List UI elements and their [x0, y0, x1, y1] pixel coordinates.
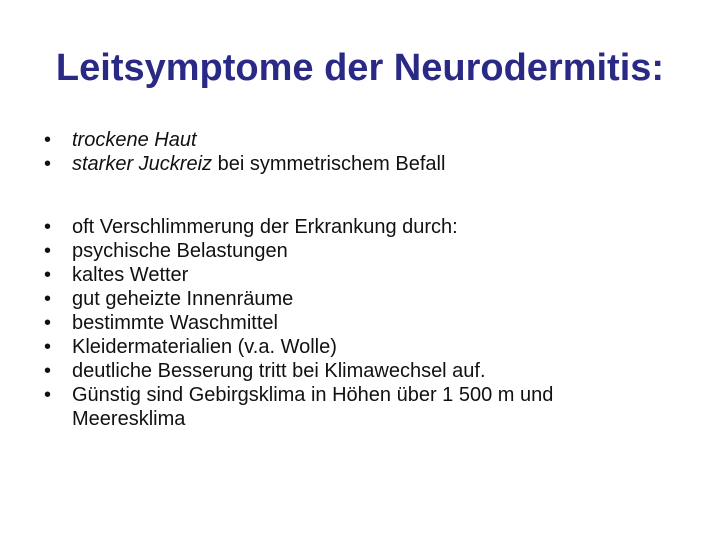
bullet-icon: • — [44, 336, 52, 358]
list-item-text: bestimmte Waschmittel — [72, 312, 278, 334]
list-item-text: psychische Belastungen — [72, 240, 288, 262]
list-item — [0, 128, 672, 152]
list-item — [0, 311, 672, 335]
bullet-icon: • — [44, 153, 52, 175]
list-item — [0, 359, 672, 383]
bullet-icon: • — [44, 312, 52, 334]
list-item — [0, 335, 672, 359]
list-item — [0, 383, 672, 431]
list-item-italic-text: starker Juckreiz — [72, 153, 213, 175]
list-item — [0, 152, 672, 176]
list-item-text: Günstig sind Gebirgsklima in Höhen über 1 500 m und Meeresklima — [72, 384, 554, 430]
symptom-list — [0, 128, 672, 176]
list-item-text: gut geheizte Innenräume — [72, 288, 294, 310]
bullet-icon: • — [44, 360, 52, 382]
slide-title: Leitsymptome der Neurodermitis: — [55, 47, 665, 89]
bullet-icon: • — [44, 264, 52, 286]
bullet-icon: • — [44, 288, 52, 310]
list-item — [0, 215, 672, 239]
bullet-icon: • — [44, 216, 52, 238]
list-item — [0, 239, 672, 263]
list-item-text: bei symmetrischem Befall — [212, 153, 446, 175]
list-item — [0, 263, 672, 287]
list-item-text: kaltes Wetter — [72, 264, 189, 286]
list-item-text: Kleidermaterialien (v.a. Wolle) — [72, 336, 337, 358]
list-item-text: oft Verschlimmerung der Erkrankung durch: — [72, 216, 458, 238]
bullet-icon: • — [44, 129, 52, 151]
list-item-italic-text: trockene Haut — [72, 129, 197, 151]
list-item-text: deutliche Besserung tritt bei Klimawechsel auf. — [72, 360, 486, 382]
bullet-icon: • — [44, 384, 52, 406]
bullet-icon: • — [44, 240, 52, 262]
list-item — [0, 287, 672, 311]
trigger-list — [0, 215, 672, 431]
